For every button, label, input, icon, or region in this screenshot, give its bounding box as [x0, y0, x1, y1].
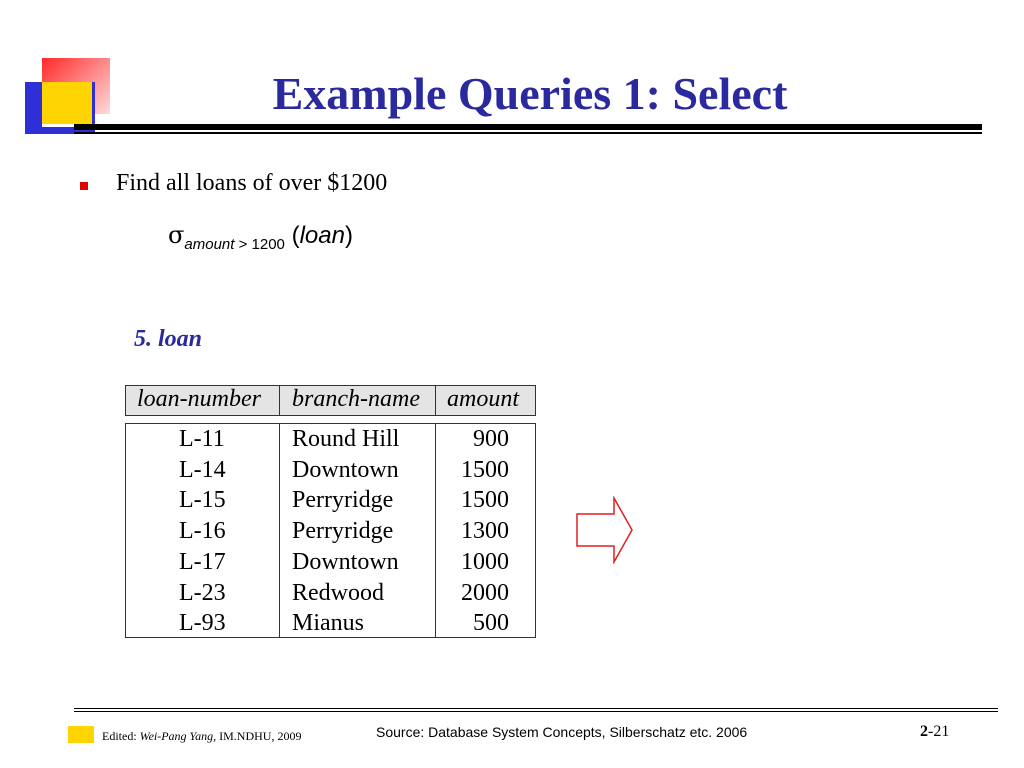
column-divider: [279, 386, 280, 415]
relation-name: loan: [299, 222, 345, 249]
selection-formula: [168, 218, 353, 256]
header-branch-name: branch-name: [292, 386, 420, 412]
title-rule: [74, 124, 982, 130]
column-divider: [279, 424, 280, 637]
footer-logo-box: [68, 726, 94, 743]
cell-loan-number: L-93: [179, 610, 226, 637]
header-amount: amount: [447, 386, 519, 412]
footer-rule-thin: [74, 711, 998, 712]
cell-branch-name: Downtown: [292, 456, 399, 483]
cell-branch-name: Perryridge: [292, 487, 394, 514]
cell-branch-name: Perryridge: [292, 518, 394, 545]
title-rule-thin: [74, 132, 982, 134]
footer-source: Source: Database System Concepts, Silberschatz etc. 2006: [376, 724, 748, 740]
footer-credits: [102, 728, 301, 744]
table-body: [125, 423, 536, 638]
page-slide: -21: [928, 723, 950, 740]
cell-amount: 900: [473, 426, 509, 452]
editor-name: Wei-Pang Yang,: [139, 729, 217, 743]
editor-org: IM.NDHU, 2009: [216, 729, 302, 743]
cell-loan-number: L-15: [179, 487, 226, 514]
cell-amount: 2000: [461, 579, 509, 606]
bullet-text: Find all loans of over $1200: [116, 170, 388, 196]
cell-loan-number: L-14: [179, 456, 226, 483]
close-paren: ): [344, 222, 353, 249]
square-bullet-icon: [80, 182, 88, 190]
footer-rule: [74, 708, 998, 709]
cell-branch-name: Round Hill: [292, 426, 400, 452]
open-paren: (: [284, 222, 300, 249]
column-divider: [435, 386, 436, 415]
condition-attribute: amount: [184, 236, 235, 253]
cell-loan-number: L-16: [179, 518, 226, 545]
cell-loan-number: L-11: [179, 426, 225, 452]
logo-yellow-square: [42, 82, 92, 124]
right-arrow-outline-icon: [576, 496, 636, 564]
cell-amount: 1000: [461, 548, 509, 575]
cell-loan-number: L-23: [179, 579, 226, 606]
cell-amount: 1500: [461, 487, 509, 514]
edited-label: Edited:: [102, 729, 140, 743]
selection-condition: [184, 236, 285, 253]
cell-branch-name: Downtown: [292, 548, 399, 575]
cell-amount: 1500: [461, 456, 509, 483]
cell-branch-name: Redwood: [292, 579, 384, 606]
cell-amount: 1300: [461, 518, 509, 545]
slide-title: Example Queries 1: Select: [272, 68, 788, 119]
page-number: [920, 722, 949, 742]
cell-loan-number: L-17: [179, 548, 226, 575]
page-chapter: 2: [920, 723, 928, 740]
table-header: [125, 385, 536, 416]
table-title: 5. loan: [134, 326, 203, 352]
condition-comparison: > 1200: [234, 236, 285, 253]
header-loan-number: loan-number: [137, 386, 261, 412]
sigma-symbol: σ: [168, 221, 185, 249]
formula-argument: [285, 222, 353, 249]
cell-amount: 500: [473, 610, 509, 637]
column-divider: [435, 424, 436, 637]
cell-branch-name: Mianus: [292, 610, 364, 637]
